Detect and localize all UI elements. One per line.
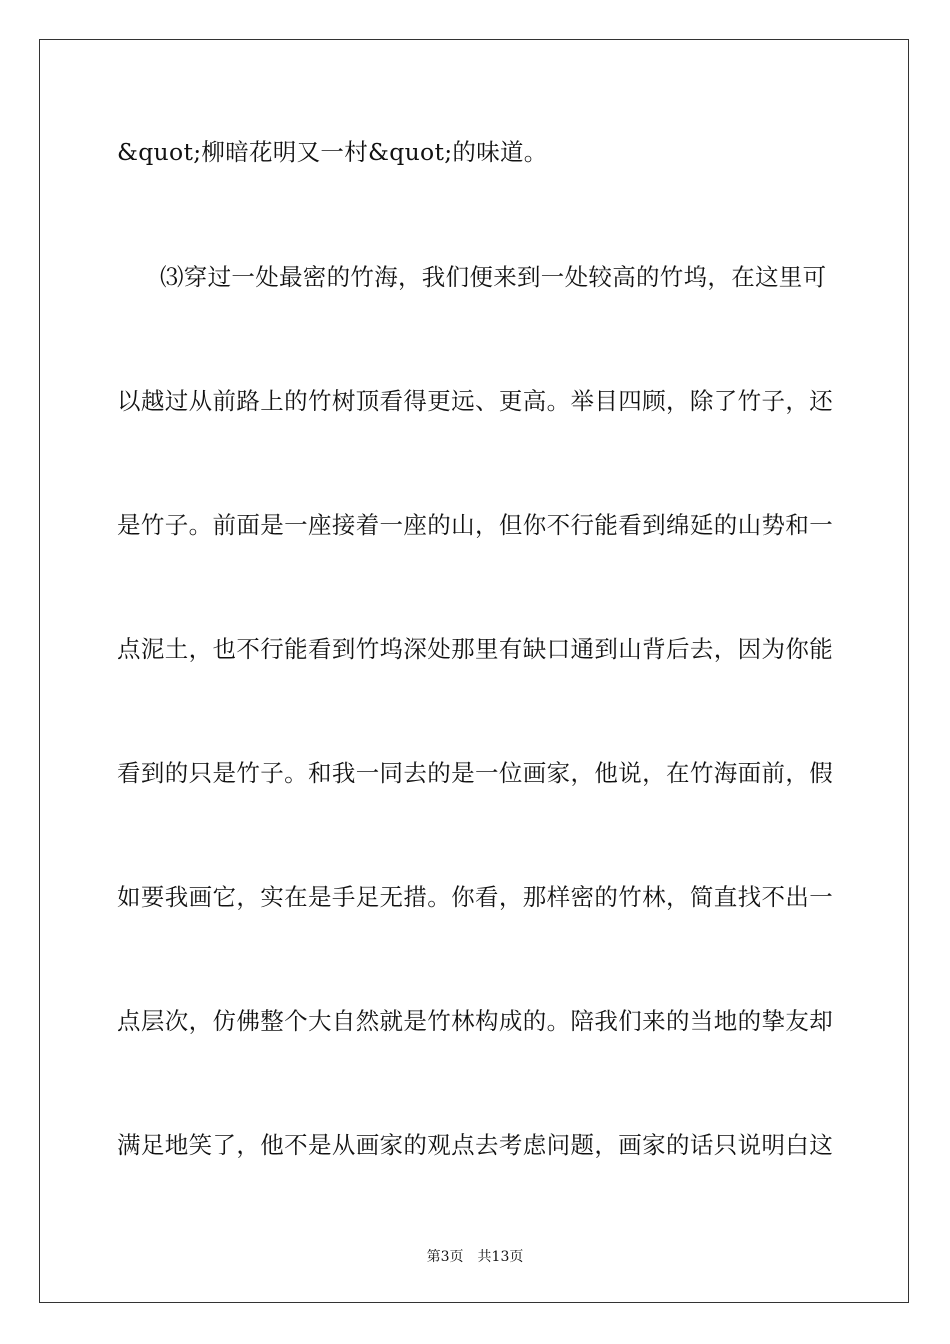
- page-total: 共13页: [477, 1249, 524, 1265]
- text-line-9: 满足地笑了，他不是从画家的观点去考虑问题，画家的话只说明白这: [117, 1131, 833, 1159]
- text-line-8: 点层次，仿佛整个大自然就是竹林构成的。陪我们来的当地的挚友却: [117, 1007, 833, 1035]
- text-line-4: 是竹子。前面是一座接着一座的山，但你不行能看到绵延的山势和一: [117, 511, 833, 539]
- text-line-7: 如要我画它，实在是手足无措。你看，那样密的竹林，简直找不出一: [117, 883, 833, 911]
- text-line-2: ⑶穿过一处最密的竹海，我们便来到一处较高的竹坞，在这里可: [160, 263, 827, 291]
- page-border: [39, 39, 909, 1303]
- page-number: 第3页: [426, 1249, 464, 1265]
- text-line-3: 以越过从前路上的竹树顶看得更远、更高。举目四顾，除了竹子，还: [117, 387, 833, 415]
- text-line-6: 看到的只是竹子。和我一同去的是一位画家，他说，在竹海面前，假: [117, 759, 833, 787]
- page-footer: [0, 1248, 950, 1266]
- text-line-1: &quot;柳暗花明又一村&quot;的味道。: [117, 138, 548, 166]
- text-line-5: 点泥土，也不行能看到竹坞深处那里有缺口通到山背后去，因为你能: [117, 635, 833, 663]
